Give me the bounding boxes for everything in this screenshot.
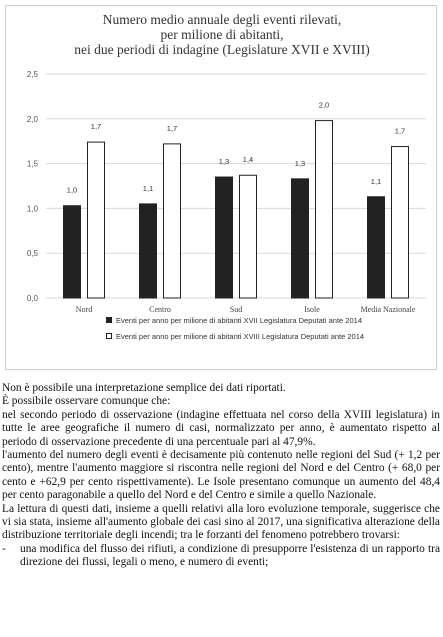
paragraph-4: l'aumento del numero degli eventi è decisamente più contenuto nelle regioni del Sud (+ 1,2 per cento), mentre l'aumento maggiore si riscontra nelle regioni del Nord e del Centro (+ 68,0 per cento e +62,9 per cento rispettivamente). Le Isole presentano comunque un aumento del 48,4 per cento paragonabile a quello del Nord e del Centro e simile a quello Nazionale. (2, 449, 440, 502)
data-label: 1,1 (370, 176, 382, 186)
bullet-mark: - (2, 542, 6, 555)
legend-label-xviii: Eventi per anno per milione di abitanti XVIII Legislatura Deputati ante 2014 (116, 332, 365, 341)
y-tick-label: 0,0 (26, 294, 38, 303)
x-tick-label: Isole (304, 305, 320, 314)
legend-item-xvii (106, 316, 426, 325)
bullet-text-1: una modifica del flusso dei rifiuti, a condizione di presupporre l'esistenza di un rapporto tra direzione dei flussi, legali o meno, e numero di eventi; (20, 542, 440, 569)
bar (140, 204, 157, 298)
bar (88, 142, 105, 298)
chart-legend (106, 316, 426, 348)
y-tick-label: 2,5 (26, 70, 38, 79)
legend-swatch-xviii (106, 333, 112, 339)
bar (216, 177, 233, 298)
bar (292, 179, 309, 298)
paragraph-2: È possibile osservare comunque che: (2, 395, 171, 408)
chart-title-line-3: nei due periodi di indagine (Legislature XVII e XVIII) (74, 42, 370, 57)
bar (64, 206, 81, 298)
paragraph-3: nel secondo periodo di osservazione (indagine effettuata nel corso della XVIII legislatura) in tutte le aree geografiche il numero di casi, normalizzato per anno, è aumentato rispetto al periodo di osservazione precedente di una percentuale pari al 47,9%. (2, 408, 440, 448)
bar (368, 197, 385, 298)
data-label: 1,3 (294, 158, 306, 168)
paragraph-1: Non è possibile una interpretazione semplice dei dati riportati. (2, 382, 286, 394)
legend-item-xviii (106, 332, 426, 341)
x-tick-label: Sud (229, 305, 243, 314)
data-label: 1,4 (242, 155, 254, 165)
legend-label-xvii: Eventi per anno per milione di abitanti XVII Legislatura Deputati ante 2014 (116, 316, 362, 325)
bar-chart-plot (6, 6, 438, 316)
chart-panel (5, 5, 437, 370)
data-label: 1,7 (90, 122, 102, 132)
bar (392, 147, 409, 298)
y-tick-label: 1,5 (26, 159, 38, 169)
body-text (2, 382, 440, 570)
legend-swatch-xvii (106, 317, 112, 323)
chart-title-line-2: per milione di abitanti, (160, 27, 284, 42)
bar (164, 144, 181, 298)
data-label: 1,0 (66, 185, 78, 195)
data-label: 2,0 (318, 100, 330, 110)
y-tick-label: 2,0 (26, 114, 38, 124)
x-tick-label: Media Nazionale (360, 305, 416, 314)
y-tick-label: 0,5 (26, 249, 38, 259)
data-label: 1,1 (142, 183, 154, 193)
data-label: 1,7 (166, 123, 178, 133)
y-tick-label: 1,0 (26, 204, 38, 214)
paragraph-5: La lettura di questi dati, insieme a quelli relativi alla loro evoluzione temporale, suggerisce che vi sia stata, insieme all'aumento globale dei casi sino al 2017, una significativa alterazione della distribuzione territoriale degli incendi; tra le forzanti del fenomeno potrebbero trovarsi: (2, 502, 440, 542)
x-tick-label: Nord (75, 305, 93, 314)
bar (240, 175, 257, 298)
x-tick-label: Centro (149, 305, 171, 314)
chart-title-line-1: Numero medio annuale degli eventi rilevati, (102, 12, 342, 27)
data-label: 1,7 (394, 126, 406, 136)
bar (316, 121, 333, 298)
bullet-item-1 (2, 543, 440, 570)
data-label: 1,3 (218, 157, 230, 167)
